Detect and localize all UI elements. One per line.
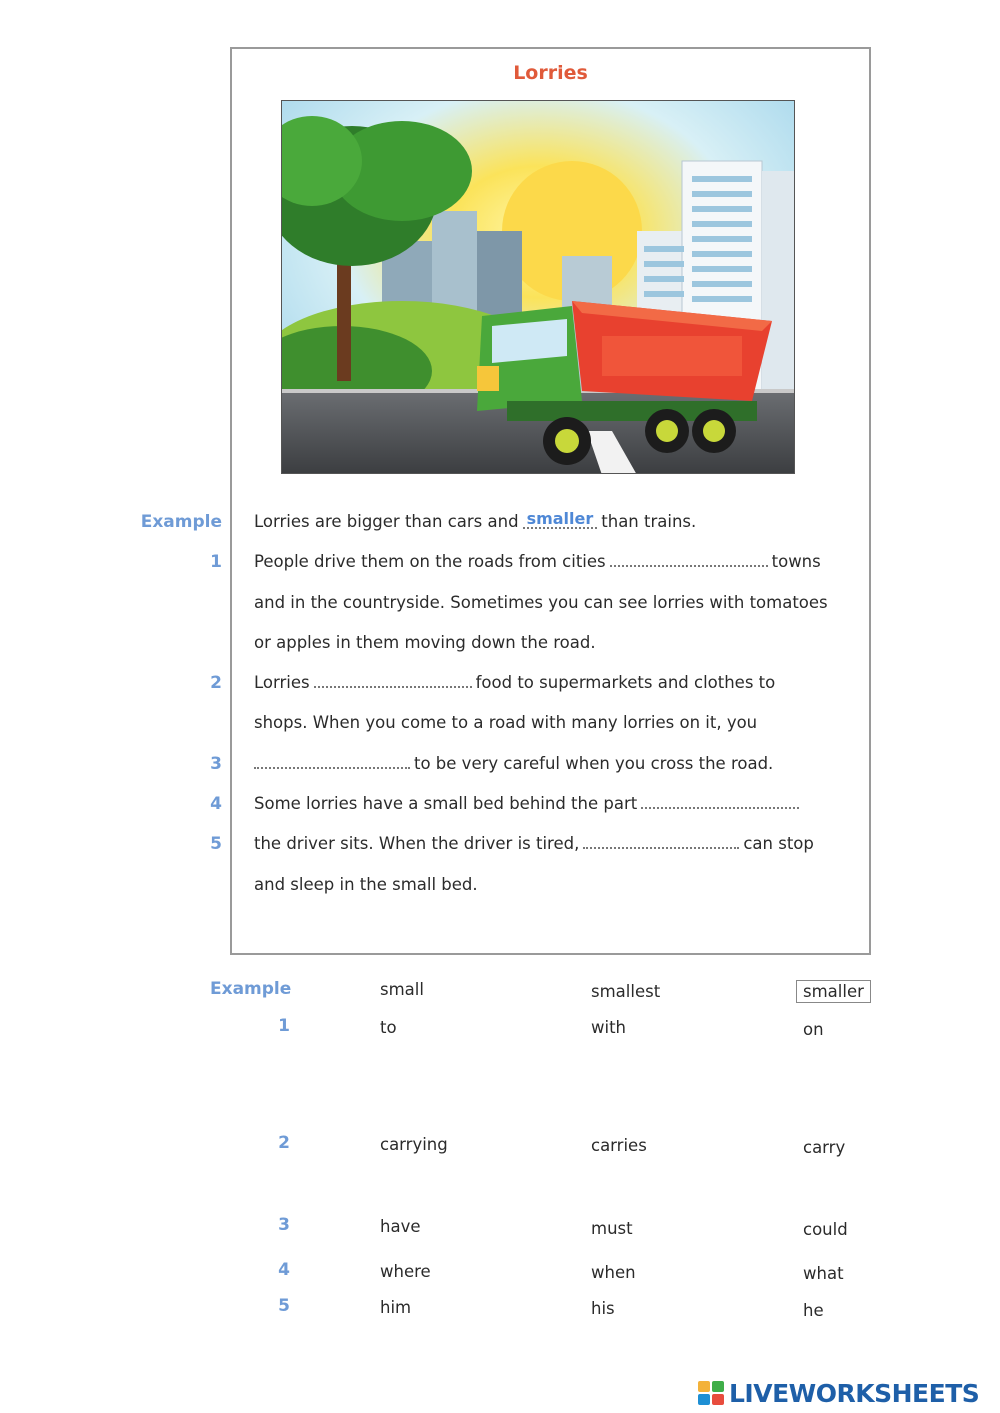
- option-row-label: 2: [278, 1133, 290, 1153]
- lorry-illustration-graphic: [282, 101, 795, 474]
- question-number-5: 5: [210, 834, 222, 854]
- text-line-1: [254, 552, 821, 571]
- option-c[interactable]: what: [803, 1264, 844, 1283]
- text-fragment: food to supermarkets and clothes to: [475, 673, 776, 692]
- text-line-example: [254, 509, 697, 532]
- question-number-4: 4: [210, 794, 222, 814]
- question-number-2: 2: [210, 673, 222, 693]
- text-fragment: and sleep in the small bed.: [254, 875, 478, 894]
- option-a[interactable]: carrying: [380, 1135, 448, 1154]
- answer-gap-3[interactable]: [254, 755, 410, 769]
- text-line: [254, 713, 757, 732]
- option-row-label: 1: [278, 1016, 290, 1036]
- text-fragment: People drive them on the roads from cities: [254, 552, 606, 571]
- option-row-label: 4: [278, 1260, 290, 1280]
- answer-gap-2[interactable]: [314, 674, 472, 688]
- liveworksheets-logo-mark: [697, 1379, 727, 1407]
- option-c-selected[interactable]: smaller: [796, 980, 871, 1003]
- option-b[interactable]: with: [591, 1018, 627, 1037]
- option-b[interactable]: when: [591, 1263, 636, 1282]
- option-a[interactable]: to: [380, 1018, 397, 1037]
- text-fragment: to be very careful when you cross the road.: [414, 754, 774, 773]
- text-line-2: [254, 673, 775, 692]
- option-c[interactable]: carry: [803, 1138, 846, 1157]
- option-row-label: 3: [278, 1215, 290, 1235]
- text-line: [254, 633, 596, 652]
- option-row-label: 5: [278, 1296, 290, 1316]
- text-line-5: [254, 834, 814, 853]
- text-line-3: [254, 754, 773, 773]
- question-number-1: 1: [210, 552, 222, 572]
- text-fragment: shops. When you come to a road with many lorries on it, you: [254, 713, 758, 732]
- option-a[interactable]: have: [380, 1217, 421, 1236]
- option-a[interactable]: small: [380, 980, 424, 999]
- option-b[interactable]: his: [591, 1299, 615, 1318]
- option-row-label: Example: [210, 979, 292, 999]
- text-fragment: and in the countryside. Sometimes you can see lorries with tomatoes: [254, 593, 828, 612]
- answer-gap-5[interactable]: [583, 835, 739, 849]
- option-b[interactable]: smallest: [591, 982, 661, 1001]
- text-fragment: towns: [771, 552, 821, 571]
- example-answer: smaller: [523, 511, 598, 529]
- text-fragment: the driver sits. When the driver is tired,: [254, 834, 580, 853]
- option-b[interactable]: carries: [591, 1136, 647, 1155]
- lorry-illustration: [281, 100, 795, 474]
- text-fragment: Some lorries have a small bed behind the part: [254, 794, 638, 813]
- option-c[interactable]: he: [803, 1301, 824, 1320]
- liveworksheets-logo: [697, 1377, 979, 1409]
- text-line-4: [254, 794, 803, 813]
- text-fragment: than trains.: [601, 512, 697, 531]
- option-a[interactable]: him: [380, 1298, 412, 1317]
- text-line: [254, 593, 828, 612]
- option-b[interactable]: must: [591, 1219, 633, 1238]
- text-line: [254, 875, 478, 894]
- answer-gap-4[interactable]: [641, 795, 799, 809]
- question-number-3: 3: [210, 754, 222, 774]
- logo-text: LIVEWORKSHEETS: [729, 1378, 980, 1408]
- option-a[interactable]: where: [380, 1262, 431, 1281]
- option-c[interactable]: on: [803, 1020, 824, 1039]
- example-label: Example: [140, 512, 222, 532]
- text-fragment: or apples in them moving down the road.: [254, 633, 596, 652]
- page-title: Lorries: [513, 62, 588, 84]
- text-fragment: can stop: [743, 834, 814, 853]
- option-c[interactable]: could: [803, 1220, 848, 1239]
- answer-gap-1[interactable]: [610, 553, 768, 567]
- text-fragment: Lorries are bigger than cars and: [254, 512, 519, 531]
- text-fragment: Lorries: [254, 673, 310, 692]
